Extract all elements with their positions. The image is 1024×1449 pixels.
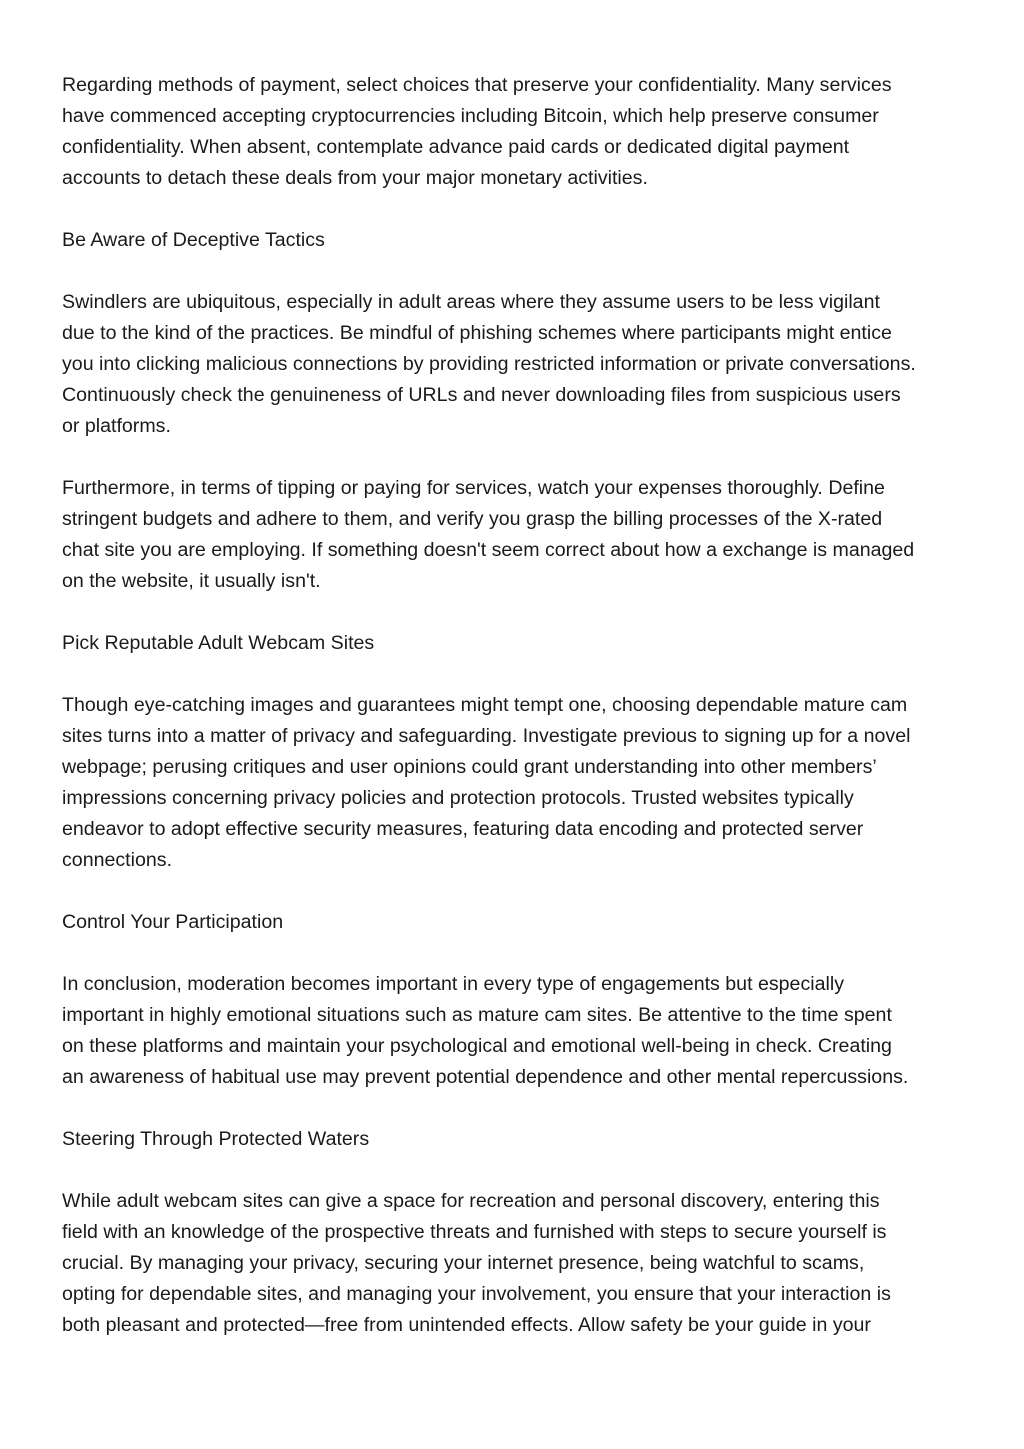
text-line: an awareness of habitual use may prevent potential dependence and other mental repercussions. [62, 1066, 909, 1088]
heading-reputable-sites [62, 628, 972, 659]
heading-text: Be Aware of Deceptive Tactics [62, 229, 325, 251]
text-line: sites turns into a matter of privacy and safeguarding. Investigate previous to signing up for a novel [62, 725, 911, 747]
heading-text: Pick Reputable Adult Webcam Sites [62, 632, 375, 654]
text-line: endeavor to adopt effective security measures, featuring data encoding and protected server [62, 818, 864, 840]
text-line: or platforms. [62, 415, 171, 437]
text-line: confidentiality. When absent, contemplate advance paid cards or dedicated digital payment [62, 136, 850, 158]
text-line: due to the kind of the practices. Be mindful of phishing schemes where participants might entice [62, 322, 892, 344]
heading-protected-waters [62, 1124, 972, 1155]
text-line: you into clicking malicious connections by providing restricted information or private conversations. [62, 353, 916, 375]
paragraph-swindlers [62, 287, 972, 442]
text-line: Continuously check the genuineness of URLs and never downloading files from suspicious users [62, 384, 901, 406]
text-line: have commenced accepting cryptocurrencies including Bitcoin, which help preserve consumer [62, 105, 879, 127]
text-line: Swindlers are ubiquitous, especially in adult areas where they assume users to be less vigilant [62, 291, 880, 313]
document-page [62, 70, 972, 1372]
text-line: Furthermore, in terms of tipping or paying for services, watch your expenses thoroughly. Define [62, 477, 885, 499]
text-line: stringent budgets and adhere to them, and verify you grasp the billing processes of the X-rated [62, 508, 883, 530]
paragraph-dependable-sites [62, 690, 972, 876]
text-line: accounts to detach these deals from your major monetary activities. [62, 167, 648, 189]
text-line: connections. [62, 849, 173, 871]
paragraph-tipping [62, 473, 972, 597]
paragraph-payment-methods [62, 70, 972, 194]
text-line: Though eye-catching images and guarantees might tempt one, choosing dependable mature cam [62, 694, 908, 716]
text-line: opting for dependable sites, and managing your involvement, you ensure that your interaction is [62, 1283, 891, 1305]
text-line: While adult webcam sites can give a space for recreation and personal discovery, entering this [62, 1190, 880, 1212]
text-line: on these platforms and maintain your psychological and emotional well-being in check. Creating [62, 1035, 892, 1057]
text-line: In conclusion, moderation becomes important in every type of engagements but especially [62, 973, 845, 995]
heading-text: Steering Through Protected Waters [62, 1128, 370, 1150]
paragraph-moderation [62, 969, 972, 1093]
text-line: webpage; perusing critiques and user opinions could grant understanding into other members’ [62, 756, 877, 778]
text-line: Regarding methods of payment, select choices that preserve your confidentiality. Many services [62, 74, 892, 96]
text-line: on the website, it usually isn't. [62, 570, 321, 592]
heading-deceptive-tactics [62, 225, 972, 256]
text-line: chat site you are employing. If something doesn't seem correct about how a exchange is managed [62, 539, 915, 561]
text-line: field with an knowledge of the prospective threats and furnished with steps to secure yourself is [62, 1221, 887, 1243]
heading-control-participation [62, 907, 972, 938]
text-line: crucial. By managing your privacy, securing your internet presence, being watchful to scams, [62, 1252, 865, 1274]
text-line: both pleasant and protected—free from unintended effects. Allow safety be your guide in your [62, 1314, 871, 1336]
text-line: impressions concerning privacy policies and protection protocols. Trusted websites typically [62, 787, 854, 809]
paragraph-conclusion [62, 1186, 972, 1341]
heading-text: Control Your Participation [62, 911, 284, 933]
text-line: important in highly emotional situations such as mature cam sites. Be attentive to the time spent [62, 1004, 892, 1026]
